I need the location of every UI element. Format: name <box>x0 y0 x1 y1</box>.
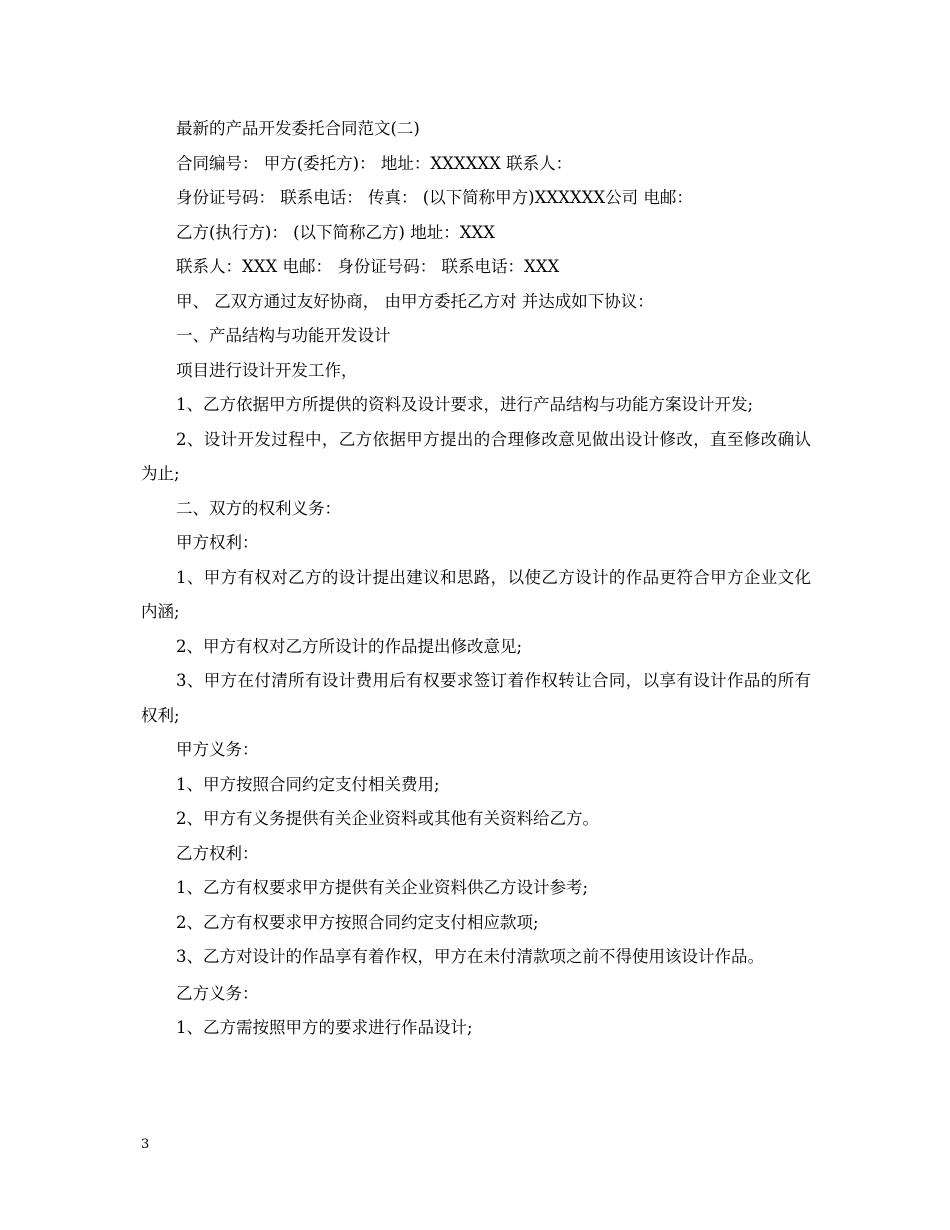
party-b-contact-line: 联系人：XXX 电邮： 身份证号码： 联系电话：XXX <box>176 257 560 276</box>
party-a-duties-item-1: 1、甲方按照合同约定支付相关费用; <box>176 774 440 794</box>
section2-heading: 二、双方的权利义务： <box>176 498 341 518</box>
party-a-duties-heading: 甲方义务： <box>176 740 259 759</box>
party-b-duties-item-1: 1、乙方需按照甲方的要求进行作品设计; <box>176 1018 473 1037</box>
party-b-rights-item-1: 1、乙方有权要求甲方提供有关企业资料供乙方设计参考; <box>176 878 589 897</box>
id-contact-line: 身份证号码： 联系电话： 传真： (以下简称甲方)XXXXXX公司 电邮： <box>176 188 693 207</box>
party-b-rights-heading: 乙方权利： <box>176 843 259 863</box>
section1-item-2: 2、设计开发过程中，乙方依据甲方提出的合理修改意见做出设计修改，直至修改确认为止; <box>141 429 811 483</box>
agreement-intro-line: 甲、 乙双方通过友好协商， 由甲方委托乙方对 并达成如下协议： <box>176 291 654 311</box>
party-b-rights-item-2: 2、乙方有权要求甲方按照合同约定支付相应款项; <box>176 912 539 932</box>
party-a-rights-item-2: 2、甲方有权对乙方所设计的作品提出修改意见; <box>176 636 523 656</box>
party-b-duties-heading: 乙方义务： <box>176 983 259 1003</box>
page-number: 3 <box>141 1137 150 1152</box>
section1-item-1: 1、乙方依据甲方所提供的资料及设计要求，进行产品结构与功能方案设计开发; <box>176 395 754 414</box>
project-line: 项目进行设计开发工作， <box>176 360 358 380</box>
party-a-duties-item-2: 2、甲方有义务提供有关企业资料或其他有关资料给乙方。 <box>176 809 599 828</box>
party-a-rights-heading: 甲方权利： <box>176 533 259 552</box>
party-b-rights-item-3: 3、乙方对设计的作品享有着作权，甲方在未付清款项之前不得使用该设计作品。 <box>176 947 764 966</box>
section1-heading: 一、产品结构与功能开发设计 <box>176 326 391 345</box>
document-title: 最新的产品开发委托合同范文(二) <box>176 119 420 138</box>
contract-number-line: 合同编号： 甲方(委托方)： 地址：XXXXXX 联系人： <box>176 153 573 173</box>
document-body <box>141 112 811 1046</box>
party-a-rights-item-1: 1、甲方有权对乙方的设计提出建议和思路，以使乙方设计的作品更符合甲方企业文化内涵; <box>141 567 811 621</box>
party-b-line: 乙方(执行方)： (以下简称乙方) 地址：XXX <box>176 222 495 242</box>
party-a-rights-item-3: 3、甲方在付清所有设计费用后有权要求签订着作权转让合同，以享有设计作品的所有权利; <box>141 671 811 725</box>
